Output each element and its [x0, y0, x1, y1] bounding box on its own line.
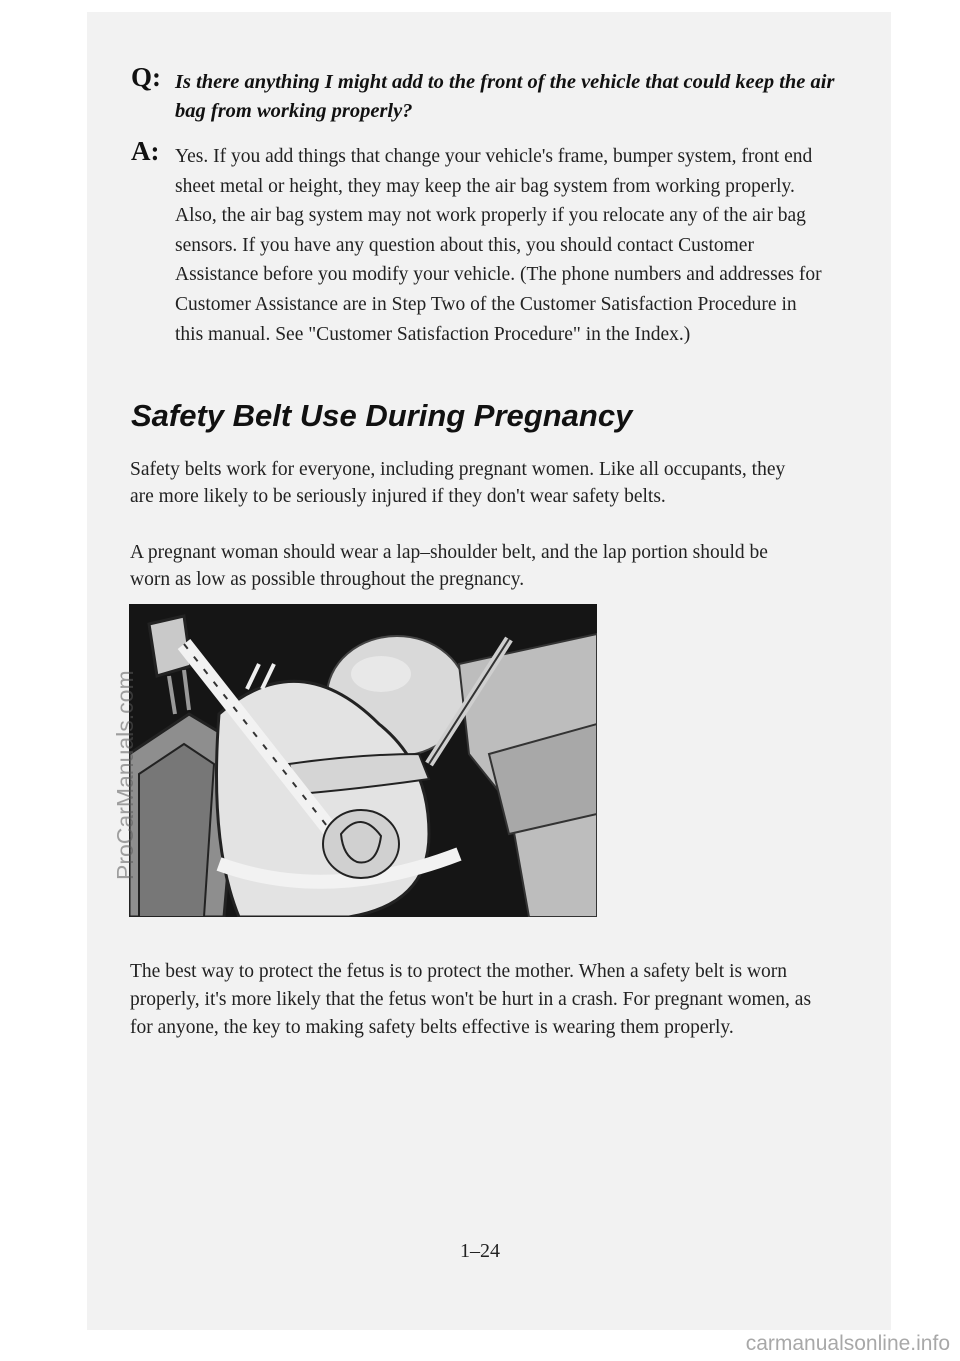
- answer-text: Yes. If you add things that change your vehicle's frame, bumper system, front end sheet metal or height, they may keep the air bag system from working properly. Also, the air bag system may not work properly if you relocate any of the air bag sensors. If you have any question about this, you should contact Customer Assistance before you modify your vehicle. (The phone numbers and addresses for Customer Assistance are in Step Two of the Customer Satisfaction Procedure in this manual. See "Customer Satisfaction Procedure" in the Index.): [175, 146, 822, 345]
- answer-marker: A:: [131, 136, 160, 166]
- question-text: Is there anything I might add to the front of the vehicle that could keep the air bag from working properly?: [175, 71, 835, 122]
- footer-watermark: carmanualsonline.info: [745, 1332, 950, 1355]
- paragraph-everyone: Safety belts work for everyone, including pregnant women. Like all occupants, they are more likely to be seriously injured if they don't wear safety belts.: [130, 459, 786, 507]
- paragraph-lap-shoulder: A pregnant woman should wear a lap–shoulder belt, and the lap portion should be worn as low as possible throughout the pregnancy.: [130, 542, 768, 590]
- question-marker: Q:: [131, 62, 161, 92]
- illustration-drawing: [129, 604, 597, 917]
- paragraph-protect-fetus: The best way to protect the fetus is to protect the mother. When a safety belt is worn properly, it's more likely that the fetus won't be hurt in a crash. For pregnant women, as for anyone, the key to making safety belts effective is wearing them properly.: [130, 961, 812, 1038]
- page-number: 1–24: [460, 1240, 500, 1262]
- section-heading: Safety Belt Use During Pregnancy: [131, 398, 633, 433]
- side-watermark: ProCarManuals.com: [112, 670, 138, 880]
- pregnant-occupant-illustration: [129, 604, 597, 917]
